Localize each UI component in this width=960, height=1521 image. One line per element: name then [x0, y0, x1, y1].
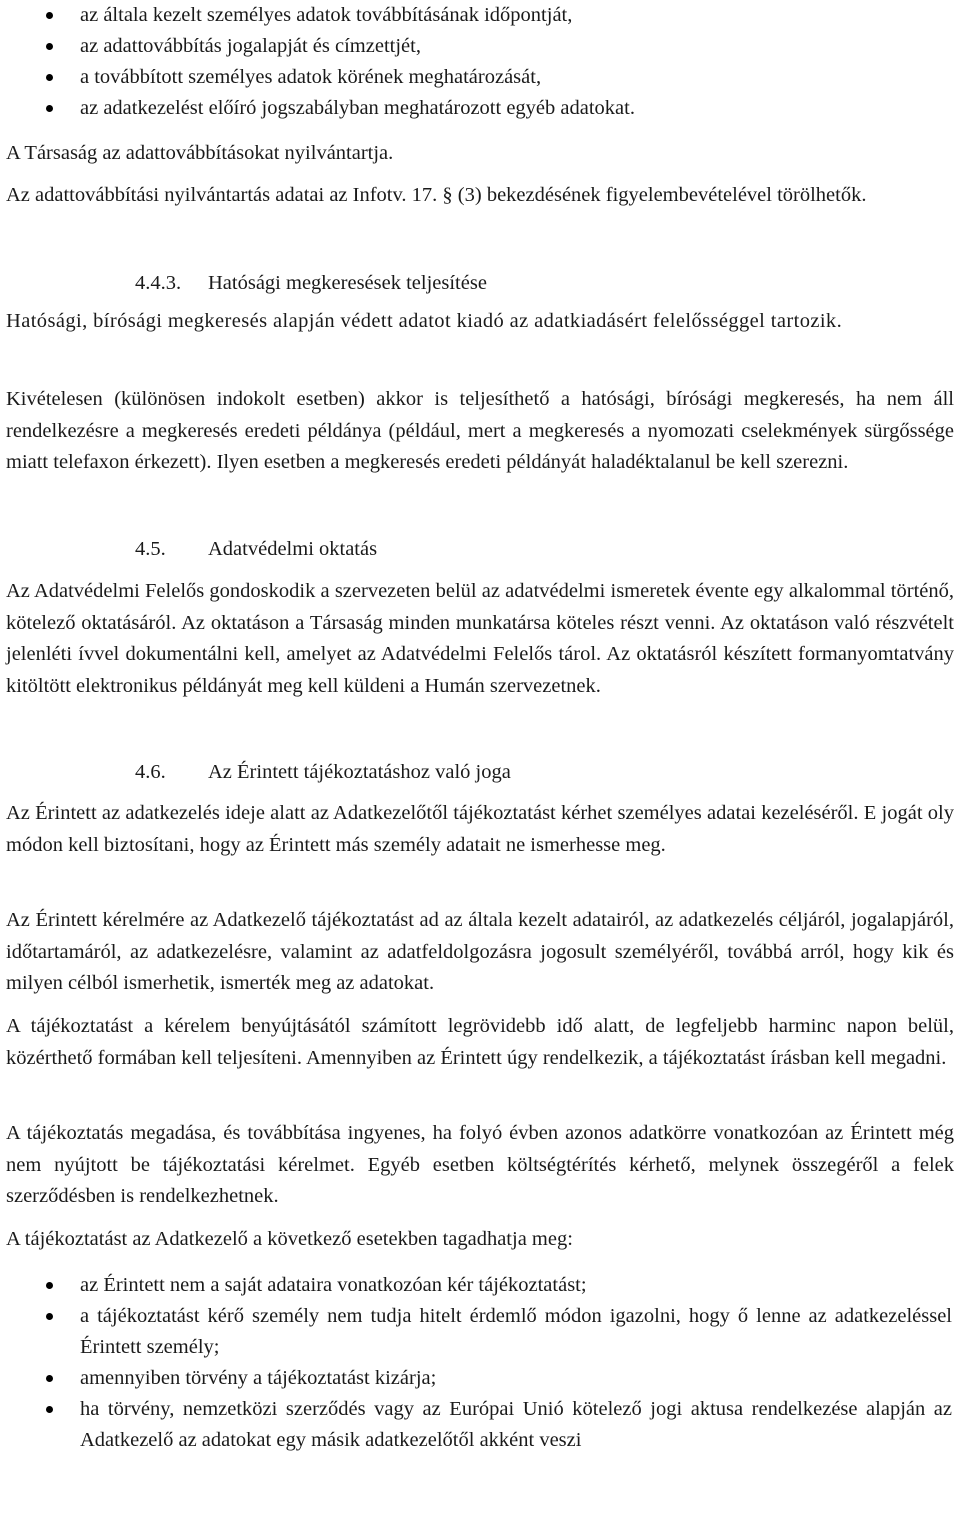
section-title: Az Érintett tájékoztatáshoz való joga: [208, 761, 511, 783]
paragraph: A tájékoztatást az Adatkezelő a következő esetekben tagadhatja meg:: [6, 1228, 573, 1250]
paragraph-delete: Az adattovábbítási nyilvántartás adatai az Infotv. 17. § (3) bekezdésének figyelembevételével törölhetők.: [6, 184, 867, 206]
transfer-details-list: [0, 0, 958, 124]
paragraph: A tájékoztatás megadása, és továbbítása ingyenes, ha folyó évben azonos adatkörre vonatkozóan az Érintett még nem nyújtott be tájékoztatási kérelmet. Egyéb esetben költségtérítés kérhető, melynek összegéről a felek szerződésben is rendelkezhetnek.: [6, 1122, 954, 1207]
list-item: az adattovábbítás jogalapját és címzettjét,: [0, 31, 958, 62]
list-item: ha törvény, nemzetközi szerződés vagy az Európai Unió kötelező jogi aktusa rendelkezése alapján az Adatkezelő az adatokat egy másik adatkezelőtől akként veszi: [0, 1394, 958, 1456]
section-heading-4-4-3: [135, 268, 487, 299]
list-item: amennyiben törvény a tájékoztatást kizárja;: [0, 1363, 958, 1394]
paragraph: Az Érintett az adatkezelés ideje alatt az Adatkezelőtől tájékoztatást kérhet személyes adatai kezeléséről. E jogát oly módon kell biztosítani, hogy az Érintett más személy adatait ne ismerhesse meg.: [6, 802, 954, 856]
section-title: Hatósági megkeresések teljesítése: [208, 272, 487, 294]
list-item: az Érintett nem a saját adataira vonatkozóan kér tájékoztatást;: [0, 1270, 958, 1301]
paragraph: Kivételesen (különösen indokolt esetben) akkor is teljesíthető a hatósági, bírósági megkeresés, ha nem áll rendelkezésre a megkeresés eredeti példánya (például, mert a megkeresés a nyomozati cselekmények sürgőssége miatt telefaxon érkezett). Ilyen esetben a megkeresés eredeti példányát haladéktalanul be kell szerezni.: [6, 388, 954, 473]
section-title: Adatvédelmi oktatás: [208, 538, 378, 560]
list-item: az általa kezelt személyes adatok továbbításának időpontját,: [0, 0, 958, 31]
section-number: 4.4.3.: [135, 272, 182, 294]
paragraph: Az Adatvédelmi Felelős gondoskodik a szervezeten belül az adatvédelmi ismeretek évente egy alkalommal történő, kötelező oktatásáról. Az oktatáson a Társaság minden munkatársa köteles részt venni. Az oktatáson való részvételt jelenléti ívvel dokumentálni kell, amelyet az Adatvédelmi Felelős tárol. Az oktatásról készített formanyomtatvány kitöltött elektronikus példányát meg kell küldeni a Humán szervezetnek.: [6, 580, 954, 697]
paragraph: Hatósági, bírósági megkeresés alapján védett adatot kiadó az adatkiadásért felelősséggel tartozik.: [6, 310, 843, 332]
refusal-cases-list: [0, 1270, 958, 1456]
section-heading-4-5: [135, 534, 377, 565]
paragraph: A tájékoztatást a kérelem benyújtásától számított legrövidebb idő alatt, de legfeljebb harminc napon belül, közérthető formában kell teljesíteni. Amennyiben az Érintett úgy rendelkezik, a tájékoztatást írásban kell megadni.: [6, 1015, 954, 1069]
section-number: 4.5.: [135, 538, 166, 560]
list-item: a tájékoztatást kérő személy nem tudja hitelt érdemlő módon igazolni, hogy ő lenne az adatkezeléssel Érintett személy;: [0, 1301, 958, 1363]
list-item: a továbbított személyes adatok körének meghatározását,: [0, 62, 958, 93]
paragraph-register: A Társaság az adattovábbításokat nyilvántartja.: [6, 142, 394, 164]
paragraph: Az Érintett kérelmére az Adatkezelő tájékoztatást ad az általa kezelt adatairól, az adatkezelés céljáról, jogalapjáról, időtartamáról, az adatkezelésre, valamint az adatfeldolgozásra jogosult személyéről, továbbá arról, hogy kik és milyen célból ismerhetik, ismerték meg az adatokat.: [6, 909, 954, 994]
list-item: az adatkezelést előíró jogszabályban meghatározott egyéb adatokat.: [0, 93, 958, 124]
section-number: 4.6.: [135, 761, 166, 783]
section-heading-4-6: [135, 757, 511, 788]
